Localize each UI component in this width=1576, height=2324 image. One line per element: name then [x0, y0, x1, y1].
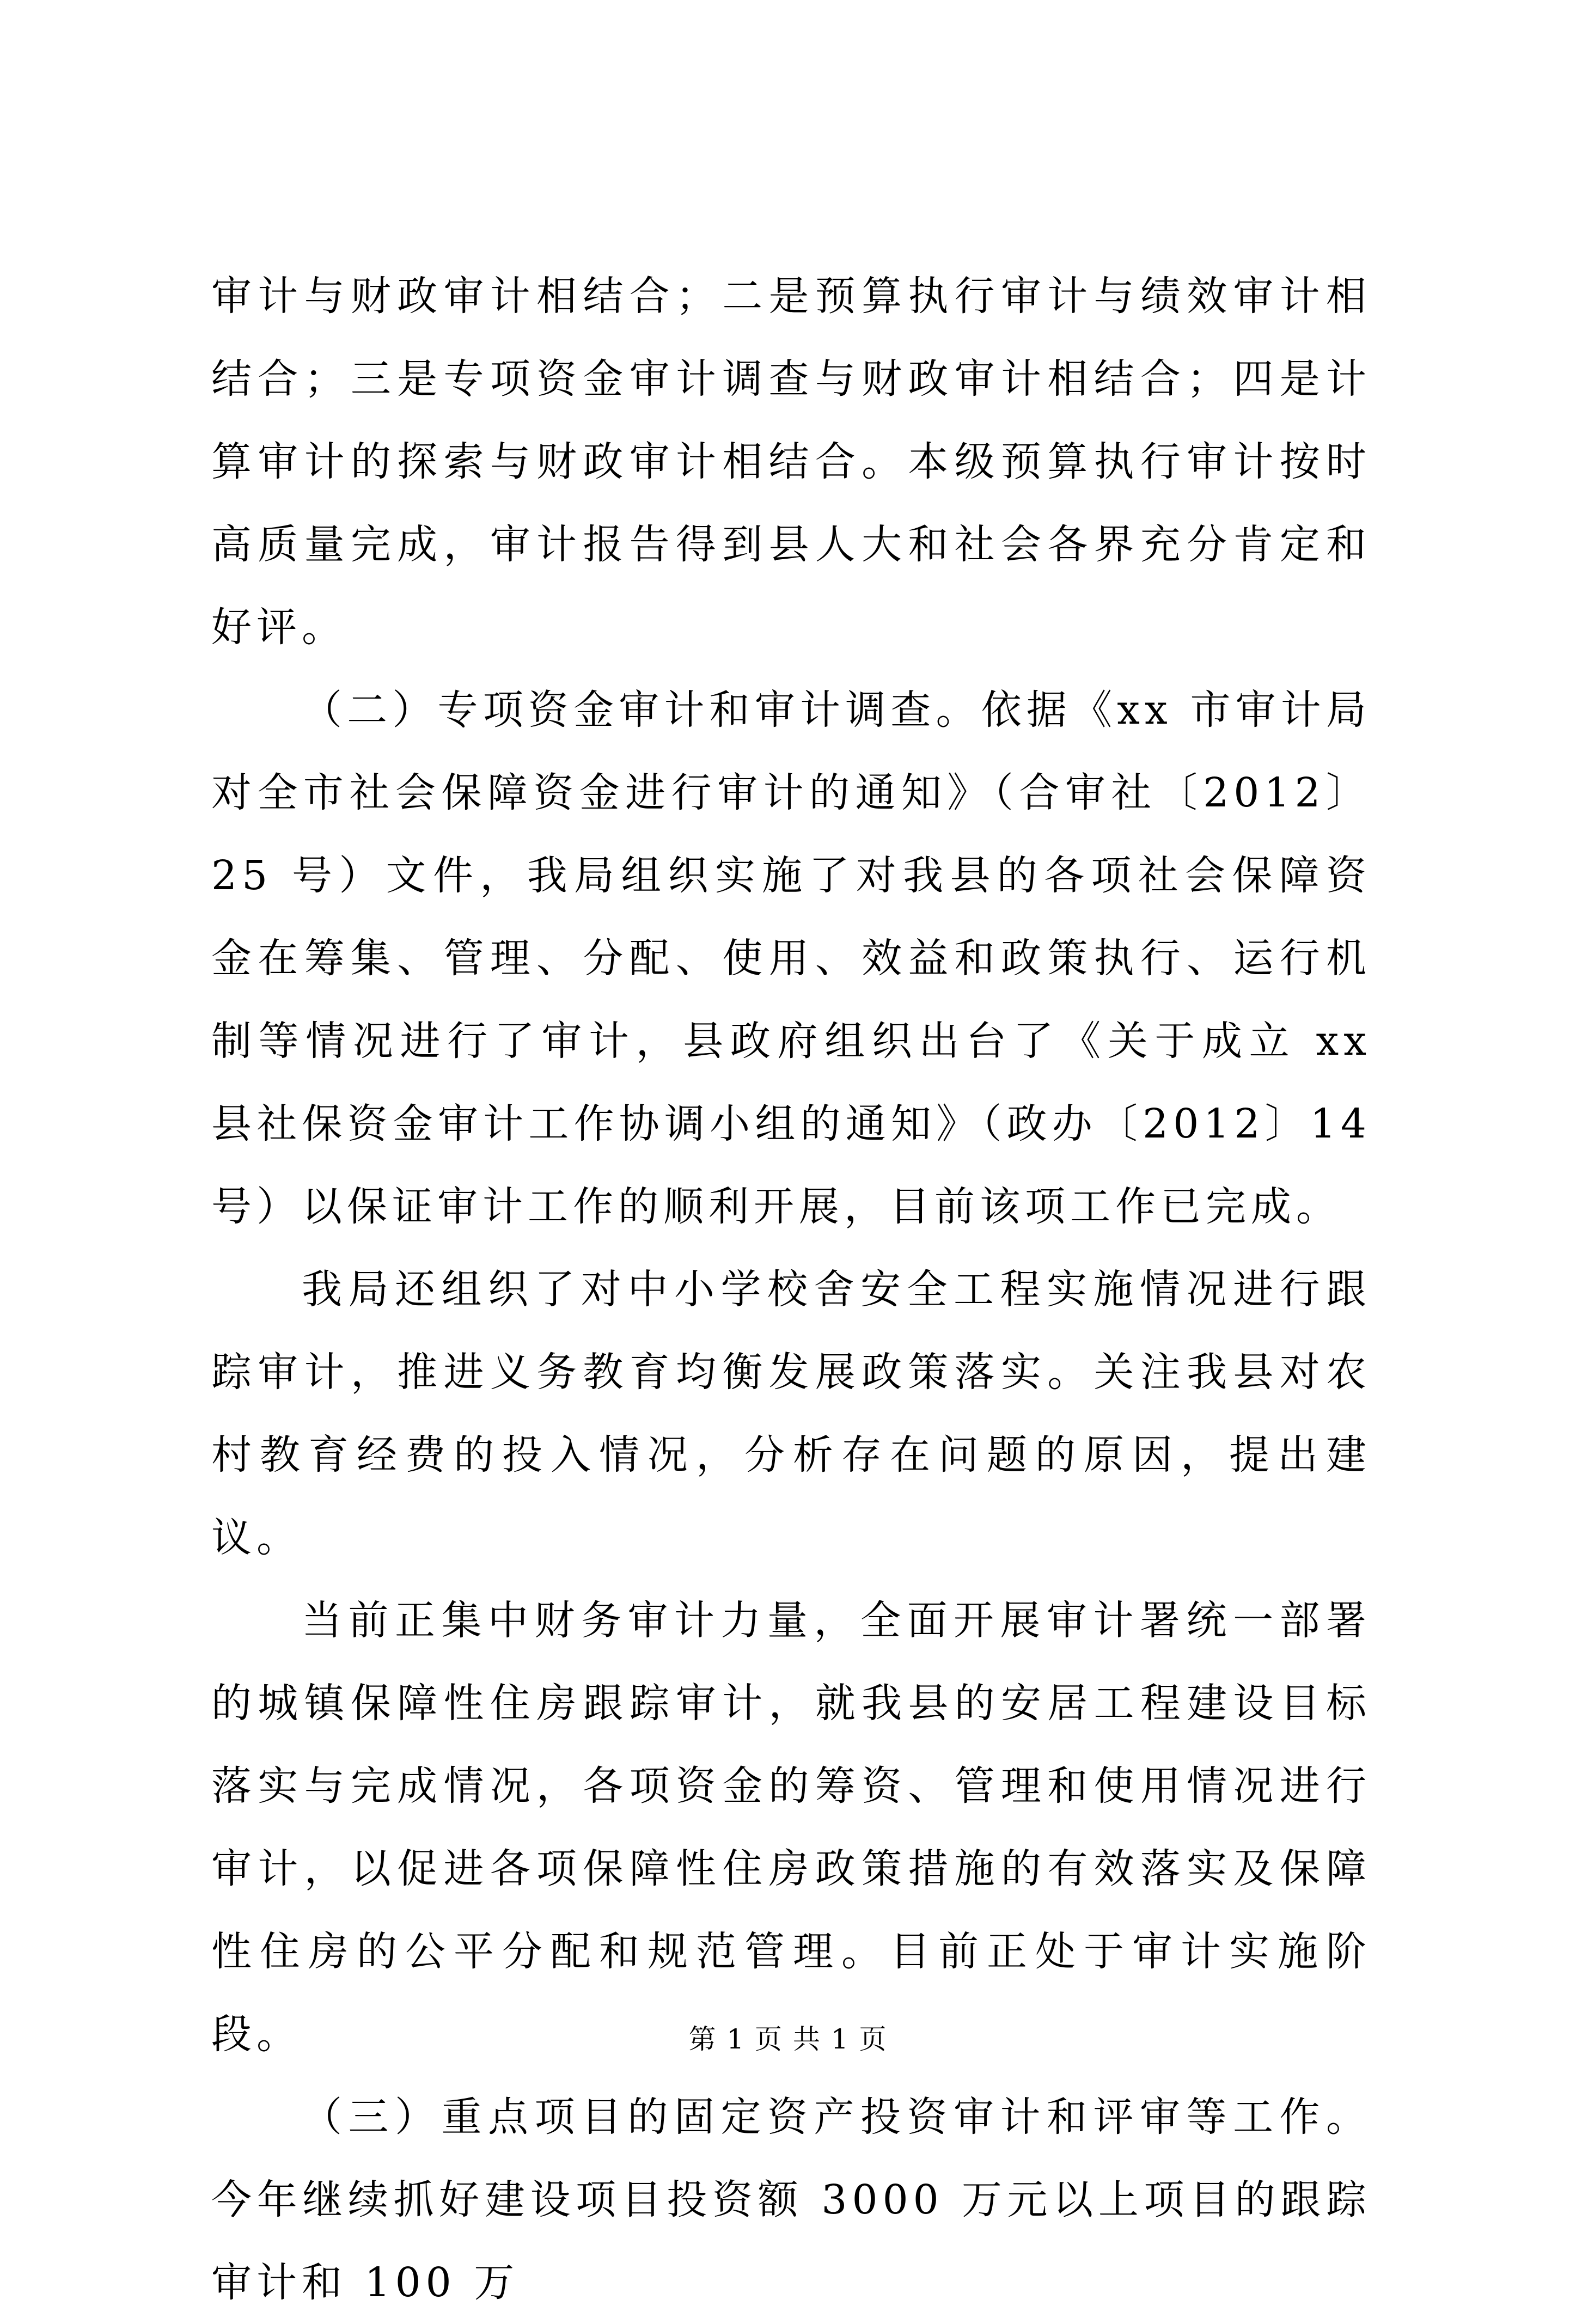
paragraph-2: （二）专项资金审计和审计调查。依据《xx 市审计局对全市社会保障资金进行审计的通知》（合审社〔2012〕25 号）文件，我局组织实施了对我县的各项社会保障资金在筹集、管理、分配、使用、效益和政策执行、运行机制等情况进行了审计，县政府组织出台了《关于成立 xx 县社保资金审计工作协调小组的通知》（政办〔2012〕14 号）以保证审计工作的顺利开展，目前该项工作已完成。	[211, 687, 1371, 1230]
paragraph-4: 当前正集中财务审计力量，全面开展审计署统一部署的城镇保障性住房跟踪审计，就我县的安居工程建设目标落实与完成情况，各项资金的筹资、管理和使用情况进行审计，以促进各项保障性住房政策措施的有效落实及保障性住房的公平分配和规范管理。目前正处于审计实施阶段。	[211, 1597, 1371, 2058]
page-footer: 第 1 页 共 1 页	[688, 2023, 888, 2055]
paragraph-3: 我局还组织了对中小学校舍安全工程实施情况进行跟踪审计，推进义务教育均衡发展政策落实。关注我县对农村教育经费的投入情况，分析存在问题的原因，提出建议。	[211, 1266, 1371, 1561]
paragraph-1: 审计与财政审计相结合；二是预算执行审计与绩效审计相结合；三是专项资金审计调查与财政审计相结合；四是计算审计的探索与财政审计相结合。本级预算执行审计按时高质量完成，审计报告得到县人大和社会各界充分肯定和好评。	[211, 273, 1371, 651]
paragraph-5: （三）重点项目的固定资产投资审计和评审等工作。今年继续抓好建设项目投资额 3000 万元以上项目的跟踪审计和 100 万	[211, 2094, 1371, 2306]
document-body	[211, 255, 1371, 2324]
